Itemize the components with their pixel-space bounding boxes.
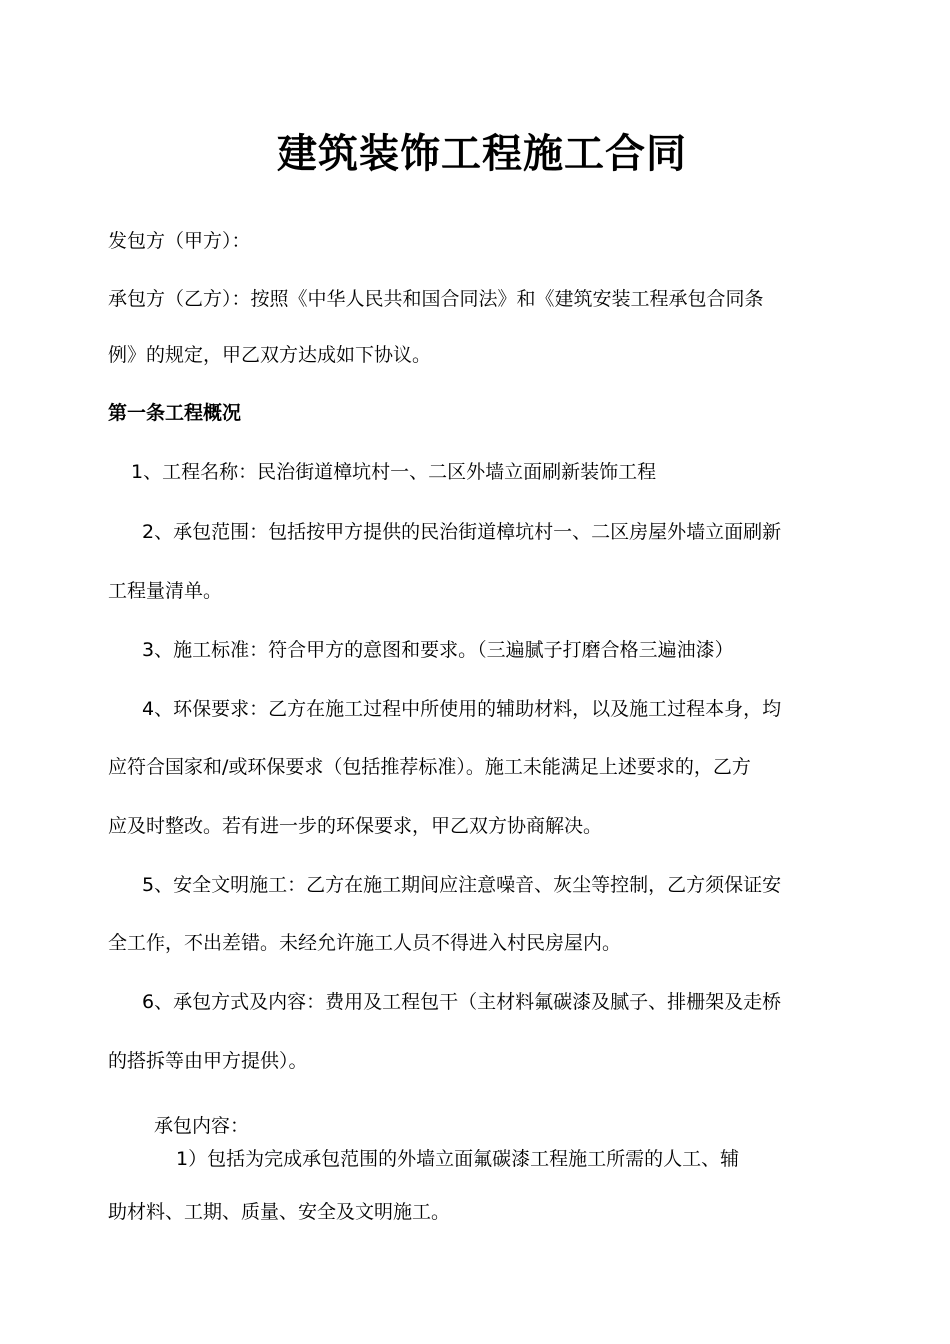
item-2-line-1: 2、承包范围：包括按甲方提供的民治街道樟坑村一、二区房屋外墙立面刷新 bbox=[142, 521, 782, 543]
party-a-line: 发包方（甲方）： bbox=[108, 230, 251, 252]
item-4-line-2: 应符合国家和/或环保要求（包括推荐标准）。施工未能满足上述要求的，乙方 bbox=[108, 756, 751, 778]
item-3-standard: 3、施工标准：符合甲方的意图和要求。（三遍腻子打磨合格三遍油漆） bbox=[142, 639, 734, 661]
party-b-line-2: 例》的规定，甲乙双方达成如下协议。 bbox=[108, 344, 432, 366]
item-5-line-1: 5、安全文明施工：乙方在施工期间应注意噪音、灰尘等控制，乙方须保证安 bbox=[142, 874, 782, 896]
item-1-project-name: 1、工程名称：民治街道樟坑村一、二区外墙立面刷新装饰工程 bbox=[131, 461, 657, 483]
item-4-line-1: 4、环保要求：乙方在施工过程中所使用的辅助材料，以及施工过程本身，均 bbox=[142, 698, 782, 720]
document-title: 建筑装饰工程施工合同 bbox=[277, 131, 687, 177]
item-6-line-2: 的搭拆等由甲方提供）。 bbox=[108, 1050, 308, 1072]
item-2-line-2: 工程量清单。 bbox=[108, 580, 223, 602]
item-4-line-3: 应及时整改。若有进一步的环保要求，甲乙双方协商解决。 bbox=[108, 815, 603, 837]
content-1-line-2: 助材料、工期、质量、安全及文明施工。 bbox=[108, 1201, 451, 1223]
item-5-line-2: 全工作，不出差错。未经允许施工人员不得进入村民房屋内。 bbox=[108, 932, 622, 954]
article-1-heading: 第一条工程概况 bbox=[108, 402, 242, 424]
item-6-line-1: 6、承包方式及内容：费用及工程包干（主材料氟碳漆及腻子、排栅架及走桥 bbox=[142, 991, 782, 1013]
party-b-line-1: 承包方（乙方）：按照《中华人民共和国合同法》和《建筑安装工程承包合同条 bbox=[108, 288, 764, 310]
contract-content-heading: 承包内容： bbox=[154, 1115, 250, 1137]
content-1-line-1: 1）包括为完成承包范围的外墙立面氟碳漆工程施工所需的人工、辅 bbox=[176, 1148, 740, 1170]
